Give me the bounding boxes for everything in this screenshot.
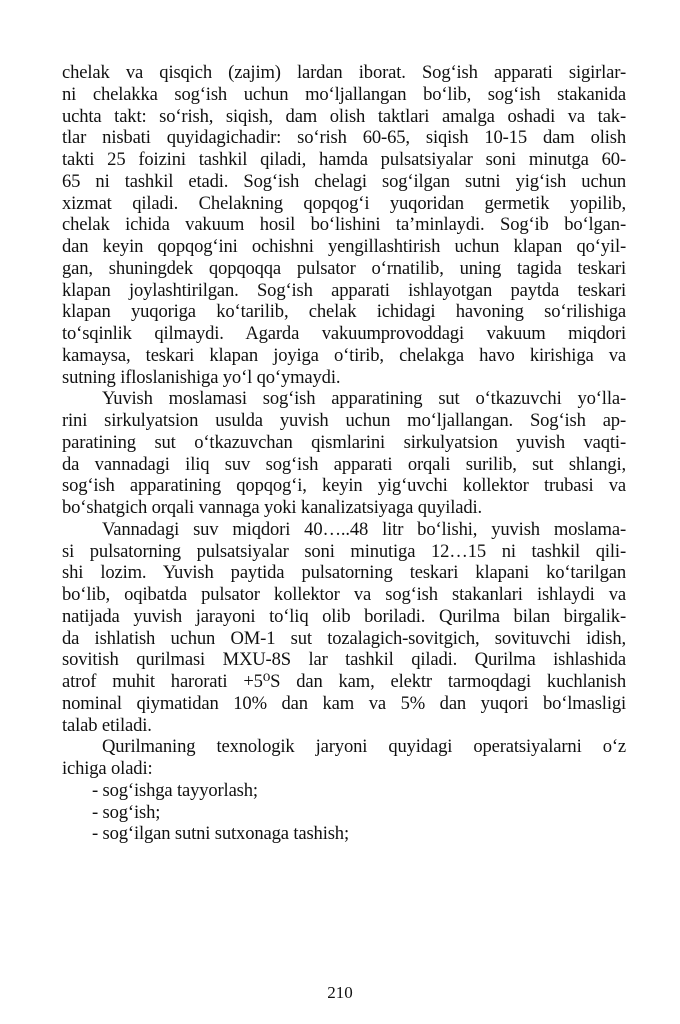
text-line: da vannadagi iliq suv sog‘ish apparati orqali surilib, sut shlangi, bbox=[62, 453, 626, 475]
text-line: Vannadagi suv miqdori 40…..48 litr bo‘lishi, yuvish moslama- bbox=[102, 518, 626, 540]
operations-list bbox=[62, 780, 626, 845]
text-line: sutning ifloslanishiga yo‘l qo‘ymaydi. bbox=[62, 366, 341, 388]
text-line: paratining sut o‘tkazuvchan qismlarini sirkulyatsion yuvish vaqti- bbox=[62, 431, 626, 453]
list-item: - sog‘ilgan sutni sutxonaga tashish; bbox=[92, 823, 349, 845]
text-line: talab etiladi. bbox=[62, 714, 152, 736]
text-line: 65 ni tashkil etadi. Sog‘ish chelagi sog‘ilgan sutni yig‘ish uchun bbox=[62, 170, 626, 192]
text-line: Yuvish moslamasi sog‘ish apparatining sut o‘tkazuvchi yo‘lla- bbox=[102, 388, 626, 410]
paragraph bbox=[62, 736, 626, 780]
text-line: gan, shuningdek qopqoqqa pulsator o‘rnatilib, uning tagida teskari bbox=[62, 257, 626, 279]
text-line: bo‘shatgich orqali vannaga yoki kanalizatsiyaga quyiladi. bbox=[62, 497, 483, 518]
list-item: - sog‘ishga tayyorlash; bbox=[92, 779, 258, 801]
paragraph bbox=[62, 519, 626, 737]
text-line: uchta takt: so‘rish, siqish, dam olish taktlari amalga oshadi va tak- bbox=[62, 105, 626, 127]
text-line: kamaysa, teskari klapan joyiga o‘tirib, chelakga havo kirishiga va bbox=[62, 344, 626, 366]
text-line: atrof muhit harorati +5⁰S dan kam, elektr tarmoqdagi kuchlanish bbox=[62, 671, 626, 692]
text-line: takti 25 foizini tashkil qiladi, hamda pulsatsiyalar soni minutga 60- bbox=[62, 149, 626, 170]
text-line: Qurilmaning texnologik jaryoni quyidagi operatsiyalarni o‘z bbox=[102, 736, 626, 758]
text-line: dan keyin qopqog‘ini ochishni yengillashtirish uchun klapan qo‘yil- bbox=[62, 236, 626, 257]
text-line: shi lozim. Yuvish paytida pulsatorning teskari klapani ko‘tarilgan bbox=[62, 562, 626, 584]
text-line: ni chelakka sog‘ish uchun mo‘ljallangan bo‘lib, sog‘ish stakanida bbox=[62, 83, 626, 105]
text-line: bo‘lib, oqibatda pulsator kollektor va sog‘ish stakanlari ishlaydi va bbox=[62, 584, 626, 605]
paragraph bbox=[62, 62, 626, 388]
list-item: - sog‘ish; bbox=[92, 801, 161, 823]
text-line: xizmat qiladi. Chelakning qopqog‘i yuqoridan germetik yopilib, bbox=[62, 192, 626, 214]
text-line: to‘sqinlik qilmaydi. Agarda vakuumprovoddagi vakuum miqdori bbox=[62, 323, 626, 344]
text-line: sog‘ish apparatining qopqog‘i, keyin yig‘uvchi kollektor trubasi va bbox=[62, 475, 626, 497]
text-line: chelak va qisqich (zajim) lardan iborat. Sog‘ish apparati sigirlar- bbox=[62, 62, 626, 83]
page-number: 210 bbox=[327, 983, 353, 1002]
paragraph bbox=[62, 388, 626, 519]
text-line: chelak ichida vakuum hosil bo‘lishini ta’minlaydi. Sog‘ib bo‘lgan- bbox=[62, 214, 626, 236]
text-line: si pulsatorning pulsatsiyalar soni minutiga 12…15 ni tashkil qili- bbox=[62, 540, 626, 562]
text-line: klapan joylashtirilgan. Sog‘ish apparati ishlayotgan paytda teskari bbox=[62, 279, 626, 301]
text-line: tlar nisbati quyidagichadir: so‘rish 60-65, siqish 10-15 dam olish bbox=[62, 127, 626, 149]
list-block bbox=[62, 780, 626, 845]
text-line: ichiga oladi: bbox=[62, 758, 153, 779]
text-line: da ishlatish uchun OM-1 sut tozalagich-sovitgich, sovituvchi idish, bbox=[62, 627, 626, 649]
document-page bbox=[62, 62, 626, 845]
text-line: nominal qiymatidan 10% dan kam va 5% dan yuqori bo‘lmasligi bbox=[62, 692, 626, 714]
text-line: klapan yuqoriga ko‘tarilib, chelak ichidagi havoning so‘rilishiga bbox=[62, 301, 626, 323]
text-line: rini sirkulyatsion usulda yuvish uchun mo‘ljallangan. Sog‘ish ap- bbox=[62, 410, 626, 431]
text-line: sovitish qurilmasi MXU-8S lar tashkil qiladi. Qurilma ishlashida bbox=[62, 649, 626, 671]
body-text bbox=[62, 62, 626, 780]
text-line: natijada yuvish jarayoni to‘liq olib boriladi. Qurilma bilan birgalik- bbox=[62, 605, 626, 627]
